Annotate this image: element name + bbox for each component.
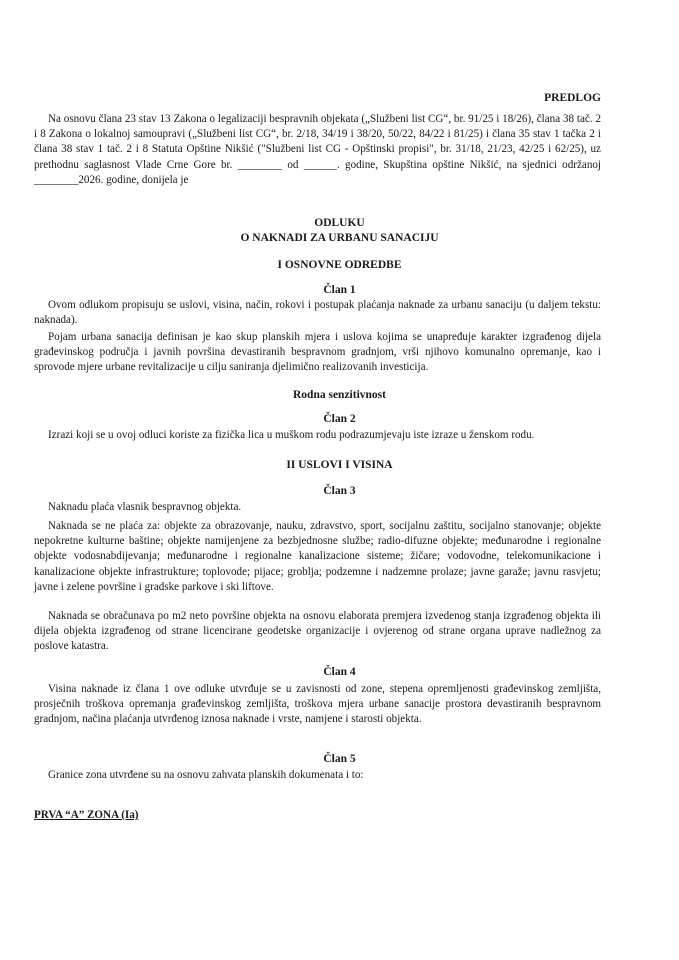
article-3-paragraph-1: Naknadu plaća vlasnik bespravnog objekta. (48, 501, 242, 513)
document-subtitle: O NAKNADI ZA URBANU SANACIJU (240, 232, 439, 244)
article-heading-2: Član 2 (323, 413, 356, 425)
article-3-paragraph-2: Naknada se ne plaća za: objekte za obrazovanje, nauku, zdravstvo, sport, socijalnu zaštitu, socijalno stanovanje; objekte nepokretne kulturne baštine; objekte namijenjene za bezbjednosne službe; radio-difuzne objekte; međunarodne i regionalne objekte vodosnabdijevanja; međunarodne i regionalne kanalizacione sisteme; žičare; vodovodne, telekomunikacione i kanalizacione objekte infrastrukture; toplovode; pijace; groblja; podzemne i nadzemne prolaze; javne garaže; javnu rasvjetu; javne i zelene površine i gradske parkove i ski liftove. (34, 520, 601, 593)
section-heading-1: I OSNOVNE ODREDBE (277, 259, 402, 271)
section-heading-2: II USLOVI I VISINA (286, 459, 393, 471)
proposal-label: PREDLOG (544, 92, 601, 104)
article-4-paragraph-1: Visina naknade iz člana 1 ove odluke utvrđuje se u zavisnosti od zone, stepena opremljenosti građevinskog zemljišta, prosječnih troškova opremanja građevinskog zemljišta, troškova mjera urbane sanacije prostora devastiranih bespravnom gradnjom, načina plaćanja utvrđenog iznosa naknade i vrste, namjene i starosti objekta. (34, 683, 601, 726)
article-5-paragraph-1: Granice zona utvrđene su na osnovu zahvata planskih dokumenata i to: (48, 769, 364, 781)
article-heading-3: Član 3 (323, 485, 356, 497)
article-3-paragraph-3: Naknada se obračunava po m2 neto površine objekta na osnovu elaborata premjera izvedenog stanja izgrađenog objekta ili dijela objekta izgrađenog od strane licencirane geodetske organizacije i ovjerenog od strane organa uprave nadležnog za poslove katastra. (34, 610, 601, 653)
article-heading-5: Član 5 (323, 753, 356, 765)
article-2-paragraph-1: Izrazi koji se u ovoj odluci koriste za fizička lica u muškom rodu podrazumjevaju iste izraze u ženskom rodu. (48, 429, 535, 441)
article-heading-4: Član 4 (323, 666, 356, 678)
preamble-paragraph: Na osnovu člana 23 stav 13 Zakona o legalizaciji bespravnih objekata („Službeni list CG“, br. 91/25 i 18/26), člana 38 tač. 2 i 8 Zakona o lokalnoj samoupravi („Službeni list CG“, br. 2/18, 34/19 i 38/20, 50/22, 84/22 i 81/25) i člana 35 stav 1 tačka 2 i člana 38 stav 1 tač. 2 i 8 Statuta Opštine Nikšić ("Službeni list CG - Opštinski propisi", br. 31/18, 21/23, 42/25 i 62/25), uz prethodnu saglasnost Vlade Crne Gore br. ________ od ______. godine, Skupština opštine Nikšić, na sjednici održanoj ________2026. godine, donijela je (34, 113, 601, 186)
article-1-paragraph-2: Pojam urbana sanacija definisan je kao skup planskih mjera i uslova kojima se unapređuje karakter izgrađenog dijela građevinskog područja i javnih površina devastiranih bespravnom gradnjom, vrši njihovo komunalno opremanje, kao i sprovode mjere urbane revitalizacije u cilju saniranja djelimično realizovanih investicija. (34, 331, 601, 374)
article-1-paragraph-1: Ovom odlukom propisuju se uslovi, visina, način, rokovi i postupak plaćanja naknade za urbanu sanaciju (u daljem tekstu: naknada). (34, 299, 601, 327)
gender-sensitivity-heading: Rodna senzitivnost (293, 389, 386, 401)
article-heading-1: Član 1 (323, 284, 356, 296)
zone-heading: PRVA “A” ZONA (Ia) (34, 809, 139, 821)
document-title: ODLUKU (314, 217, 365, 229)
